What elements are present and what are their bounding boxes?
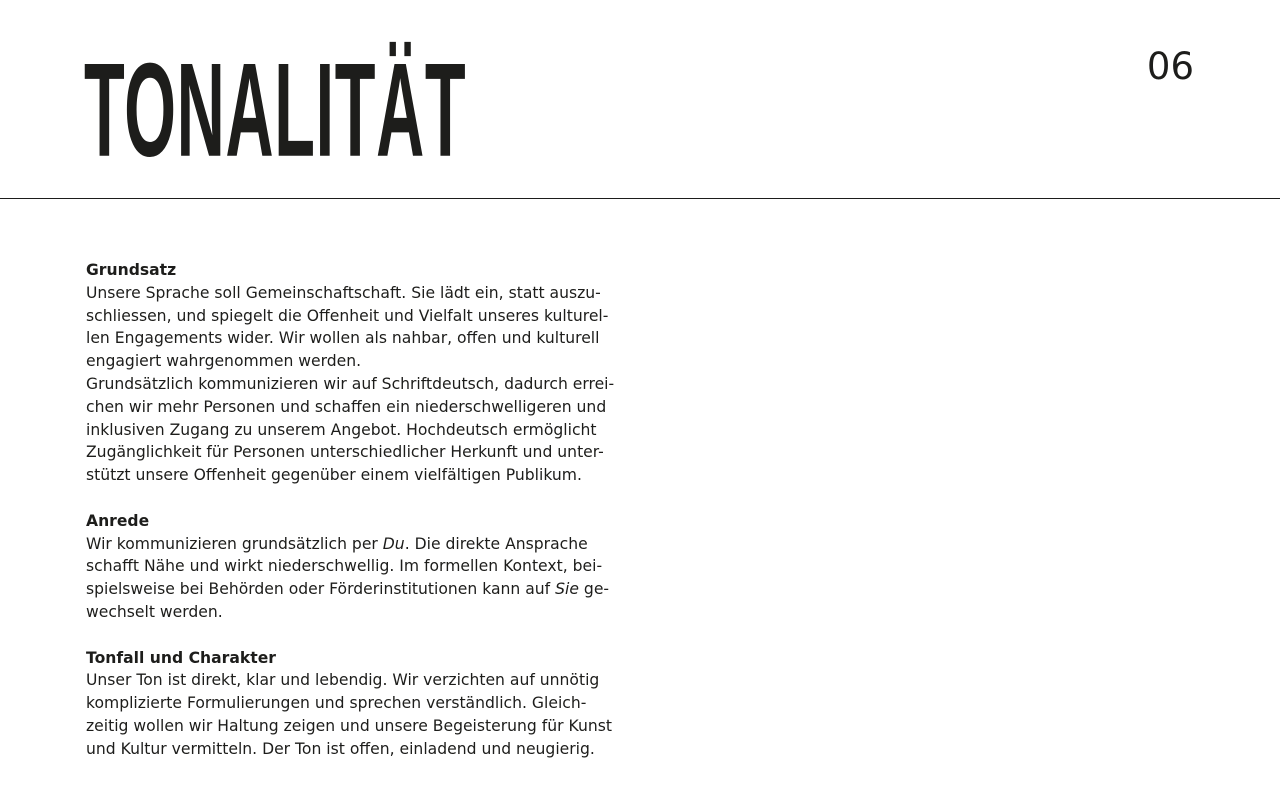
header-divider: [0, 198, 1280, 199]
section-tonfall: [86, 647, 646, 761]
paragraph-line: inklusiven Zugang zu unserem Angebot. Hochdeutsch ermöglicht: [86, 420, 597, 439]
paragraph-line: [86, 533, 646, 556]
paragraph-line: chen wir mehr Personen und schaffen ein niederschwelligeren und: [86, 397, 607, 416]
paragraph-line: Unsere Sprache soll Gemeinschaftschaft. Sie lädt ein, statt auszu-: [86, 283, 601, 302]
paragraph-line: schafft Nähe und wirkt niederschwellig. Im formellen Kontext, bei-: [86, 557, 603, 576]
emphasis-sie: Sie: [555, 580, 579, 599]
body-content: [86, 259, 646, 783]
section-heading: Anrede: [86, 511, 150, 530]
text-run: . Die direkte Ansprache: [404, 534, 588, 553]
section-grundsatz: [86, 259, 646, 487]
emphasis-du: Du: [382, 534, 405, 553]
section-anrede: [86, 510, 646, 624]
paragraph-line: Grundsätzlich kommunizieren wir auf Schriftdeutsch, dadurch errei-: [86, 374, 615, 393]
paragraph-line: engagiert wahrgenommen werden.: [86, 352, 362, 371]
section-heading: Tonfall und Charakter: [86, 648, 276, 667]
text-run: Wir kommunizieren grundsätzlich per: [86, 534, 383, 553]
page-number: 06: [1146, 45, 1194, 88]
text-run: ge-: [578, 580, 610, 599]
page-title: TONALITÄT: [84, 36, 467, 185]
paragraph-line: len Engagements wider. Wir wollen als nahbar, offen und kulturell: [86, 329, 600, 348]
paragraph-line: komplizierte Formulierungen und sprechen verständlich. Gleich-: [86, 694, 587, 713]
paragraph-line: schliessen, und spiegelt die Offenheit und Vielfalt unseres kulturel-: [86, 306, 609, 325]
paragraph-line: stützt unsere Offenheit gegenüber einem vielfältigen Publikum.: [86, 466, 582, 485]
paragraph-line: wechselt werden.: [86, 602, 223, 621]
paragraph-line: [86, 578, 646, 601]
paragraph-line: zeitig wollen wir Haltung zeigen und unsere Begeisterung für Kunst: [86, 716, 612, 735]
paragraph-line: Zugänglichkeit für Personen unterschiedlicher Herkunft und unter-: [86, 443, 604, 462]
paragraph-line: Unser Ton ist direkt, klar und lebendig. Wir verzichten auf unnötig: [86, 671, 600, 690]
text-run: spielsweise bei Behörden oder Förderinstitutionen kann auf: [86, 580, 556, 599]
section-heading: Grundsatz: [86, 261, 177, 279]
paragraph-line: und Kultur vermitteln. Der Ton ist offen, einladend und neugierig.: [86, 739, 595, 758]
